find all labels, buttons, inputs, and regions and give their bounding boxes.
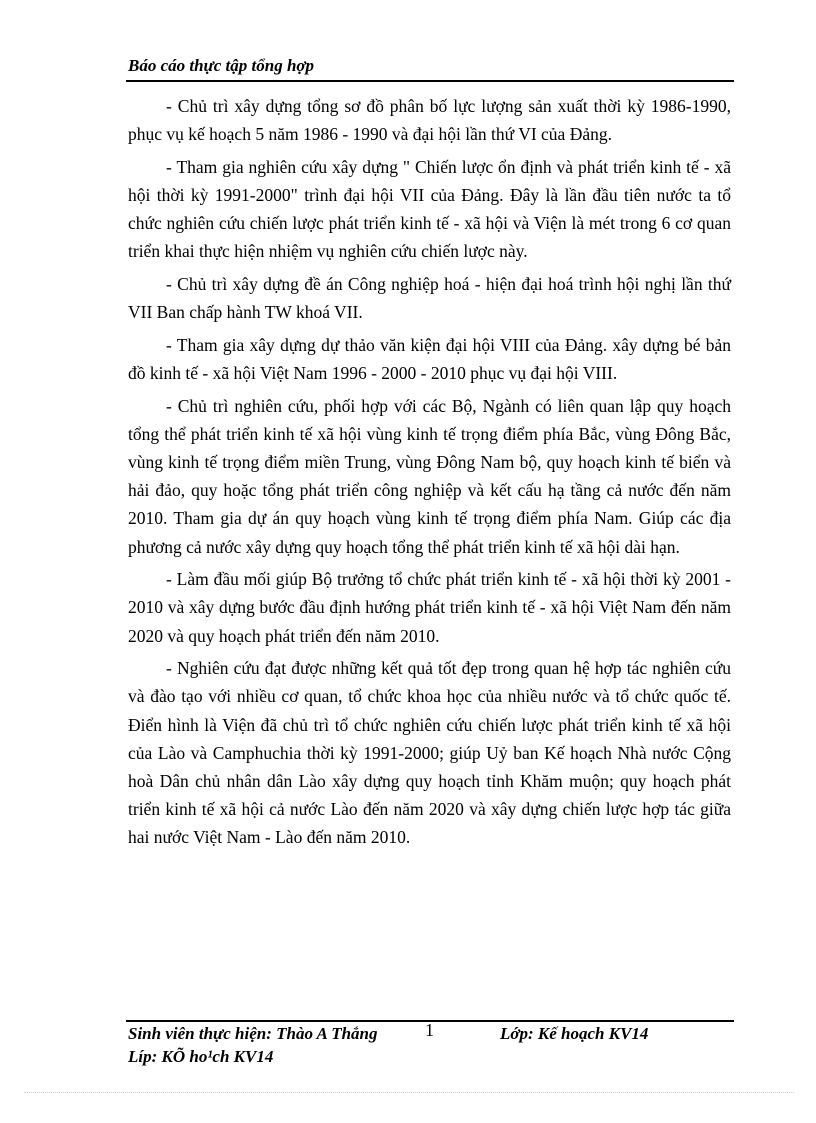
footer-class-label: Lớp: Kế hoạch KV14 bbox=[500, 1024, 649, 1043]
footer-student-name: Sinh viên thực hiện: Thào A Thắng bbox=[128, 1024, 378, 1043]
paragraph: - Chủ trì xây dựng đề án Công nghiệp hoá - hiện đại hoá trình hội nghị lần thứ VII Ban chấp hành TW khoá VII. bbox=[128, 274, 731, 323]
page-bottom-edge bbox=[24, 1092, 794, 1093]
document-body bbox=[128, 92, 731, 856]
document-header-title: Báo cáo thực tập tổng hợp bbox=[128, 56, 315, 75]
footer-class-label-garbled: Líp: KÕ ho¹ch KV14 bbox=[128, 1047, 274, 1066]
paragraph: - Tham gia nghiên cứu xây dựng " Chiến lược ổn định và phát triển kinh tế - xã hội thời kỳ 1991-2000" trình đại hội VII của Đảng. Đây là lần đầu tiên nước ta tổ chức nghiên cứu chiến lược phát triển kinh tế - xã hội và Viện là mét trong 6 cơ quan triển khai thực hiện nhiệm vụ nghiên cứu chiến lược này. bbox=[128, 156, 731, 262]
paragraph: - Chủ trì xây dựng tổng sơ đồ phân bố lực lượng sản xuất thời kỳ 1986-1990, phục vụ kế hoạch 5 năm 1986 - 1990 và đại hội lần thứ VI của Đảng. bbox=[128, 96, 731, 145]
paragraph: - Nghiên cứu đạt được những kết quả tốt đẹp trong quan hệ hợp tác nghiên cứu và đào tạo với nhiều cơ quan, tổ chức khoa học của nhiều nước và tổ chức quốc tế. Điển hình là Viện đã chủ trì tổ chức nghiên cứu chiến lược phát triển kinh tế xã hội của Lào và Camphuchia thời kỳ 1991-2000; giúp Uỷ ban Kế hoạch Nhà nước Cộng hoà Dân chủ nhân dân Lào xây dựng quy hoạch tỉnh Khăm muộn; quy hoạch phát triển kinh tế xã hội cả nước Lào đến năm 2020 và xây dựng chiến lược hợp tác giữa hai nước Việt Nam - Lào đến năm 2010. bbox=[128, 658, 731, 848]
paragraph: - Chủ trì nghiên cứu, phối hợp với các Bộ, Ngành có liên quan lập quy hoạch tổng thể phát triển kinh tế xã hội vùng kinh tế trọng điểm phía Bắc, vùng Đông Bắc, vùng kinh tế trọng điểm miền Trung, vùng Đông Nam bộ, quy hoạch kinh tế biển và hải đảo, quy hoặc tổng phát triển công nghiệp và kết cấu hạ tầng cả nước đến năm 2010. Tham gia dự án quy hoạch vùng kinh tế trọng điểm phía Nam. Giúp các địa phương cả nước xây dựng quy hoạch tổng thể phát triển kinh tế xã hội dài hạn. bbox=[128, 395, 731, 557]
paragraph: - Tham gia xây dựng dự thảo văn kiện đại hội VIII của Đảng. xây dựng bé bản đồ kinh tế - xã hội Việt Nam 1996 - 2000 - 2010 phục vụ đại hội VIII. bbox=[128, 334, 731, 383]
header-divider bbox=[126, 80, 734, 82]
paragraph: - Làm đầu mối giúp Bộ trưởng tổ chức phát triển kinh tế - xã hội thời kỳ 2001 - 2010 và xây dựng bước đầu định hướng phát triển kinh tế - xã hội Việt Nam đến năm 2020 và quy hoạch phát triển đến năm 2010. bbox=[128, 569, 731, 646]
page-number: 1 bbox=[425, 1020, 434, 1040]
